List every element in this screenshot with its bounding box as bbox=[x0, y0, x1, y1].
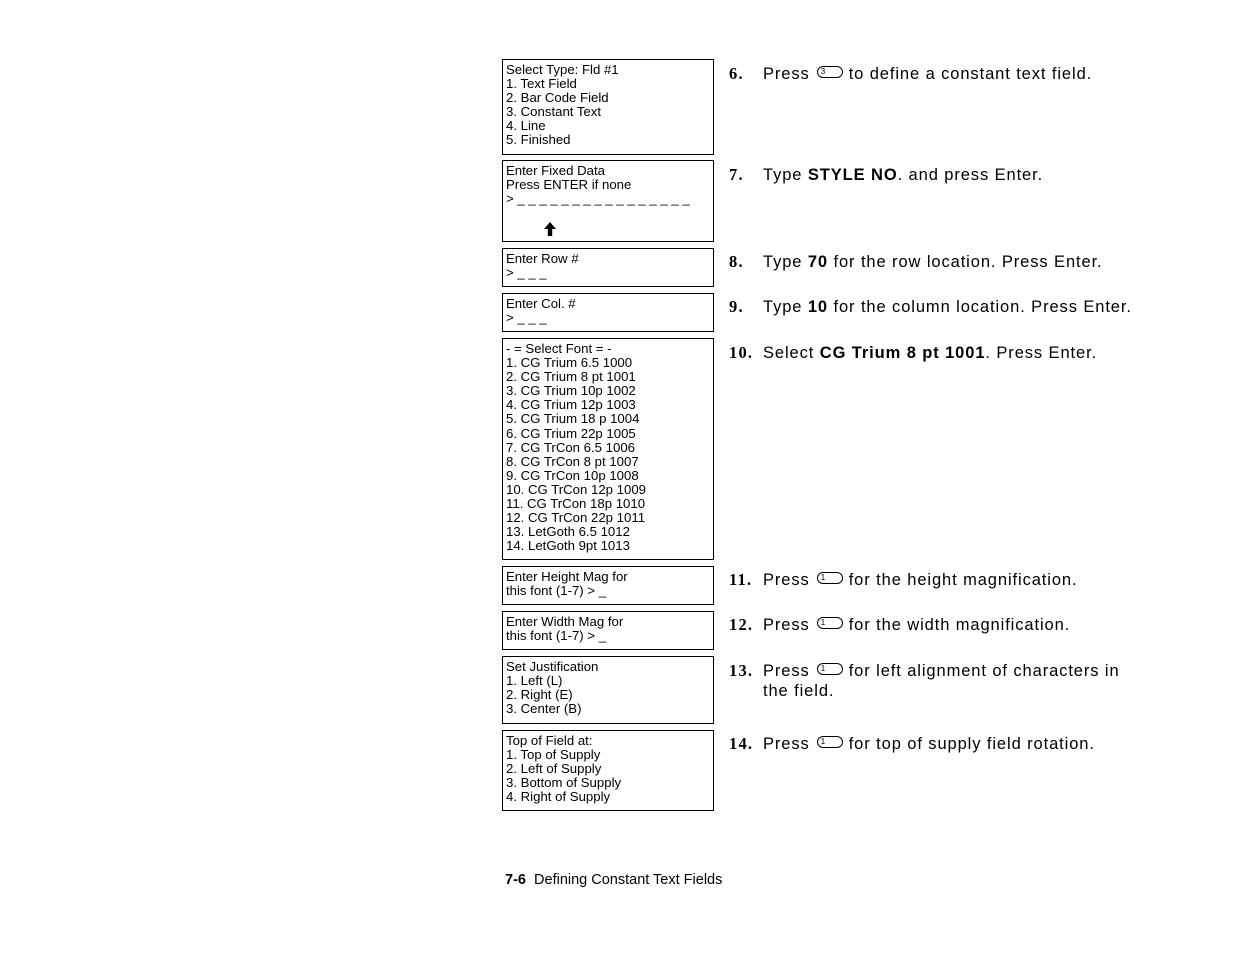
screen-line: Enter Height Mag for bbox=[506, 569, 628, 584]
step-text bbox=[763, 734, 1193, 754]
screen-line: - = Select Font = - bbox=[506, 341, 612, 356]
screen-line: 12. CG TrCon 22p 1011 bbox=[506, 510, 646, 526]
step-text-pre: Type bbox=[763, 298, 808, 316]
screen-line: 2. Left of Supply bbox=[506, 761, 602, 777]
display-screen-select-type bbox=[502, 59, 714, 155]
screen-line: 4. CG Trium 12p 1003 bbox=[506, 397, 636, 413]
key-label: 1 bbox=[820, 573, 826, 582]
screen-line: this font (1-7) > _ bbox=[506, 628, 607, 644]
screen-line: 3. Bottom of Supply bbox=[506, 775, 622, 791]
step-text bbox=[763, 570, 1193, 590]
screen-line: 1. Left (L) bbox=[506, 673, 563, 689]
key-label: 1 bbox=[820, 618, 826, 627]
keypad-key-icon bbox=[817, 663, 843, 675]
screen-line: 4. Right of Supply bbox=[506, 789, 611, 805]
step-text-bold: CG Trium 8 pt 1001 bbox=[819, 344, 986, 362]
screen-line: Enter Row # bbox=[506, 251, 579, 266]
step-text-post: to define a constant text field. bbox=[848, 65, 1093, 83]
display-screen-height-mag bbox=[502, 566, 714, 605]
step-text-pre: Type bbox=[763, 253, 808, 271]
step-text-post: for the row location. Press Enter. bbox=[828, 253, 1103, 271]
screen-line: 2. Right (E) bbox=[506, 687, 573, 703]
key-label: 1 bbox=[820, 737, 826, 746]
step-text-post: for the column location. Press Enter. bbox=[828, 298, 1132, 316]
step-text-pre: Select bbox=[763, 344, 820, 362]
screen-line: 8. CG TrCon 8 pt 1007 bbox=[506, 453, 639, 469]
screen-line: > _ _ _ bbox=[506, 265, 547, 281]
display-screen-justification bbox=[502, 656, 714, 724]
step-text-pre: Press bbox=[763, 735, 810, 753]
step-text-bold: 70 bbox=[807, 253, 829, 271]
screen-line: > _ _ _ bbox=[506, 310, 547, 326]
screen-line: Enter Col. # bbox=[506, 296, 576, 311]
screen-line: > _ _ _ _ _ _ _ _ _ _ _ _ _ _ _ _ bbox=[506, 191, 690, 207]
screen-line: 3. Constant Text bbox=[506, 104, 602, 120]
step-text bbox=[763, 64, 1193, 84]
screen-line: 3. Center (B) bbox=[506, 701, 582, 717]
screen-line: 6. CG Trium 22p 1005 bbox=[506, 425, 636, 441]
step-number: 9. bbox=[729, 297, 744, 316]
step-number: 8. bbox=[729, 252, 744, 271]
screen-line: 4. Line bbox=[506, 118, 546, 134]
page-number: 7-6 bbox=[505, 872, 526, 888]
screen-line: 10. CG TrCon 12p 1009 bbox=[506, 481, 647, 497]
screen-line: Press ENTER if none bbox=[506, 177, 632, 193]
keypad-key-icon bbox=[817, 66, 843, 78]
screen-line: Select Type: Fld #1 bbox=[506, 62, 619, 77]
up-arrow-icon bbox=[543, 221, 557, 237]
screen-line: 11. CG TrCon 18p 1010 bbox=[506, 496, 646, 512]
display-screen-field-rotation bbox=[502, 730, 714, 811]
key-label: 3 bbox=[820, 67, 826, 76]
screen-line: 2. Bar Code Field bbox=[506, 90, 609, 106]
keypad-key-icon bbox=[817, 736, 843, 748]
step-number: 10. bbox=[729, 343, 754, 362]
step-text-pre: Press bbox=[763, 662, 810, 680]
screen-line: 13. LetGoth 6.5 1012 bbox=[506, 524, 630, 540]
step-text-post: for left alignment of characters in bbox=[848, 662, 1120, 680]
step-text bbox=[763, 165, 1193, 185]
step-text bbox=[763, 252, 1193, 272]
step-text-post: for the width magnification. bbox=[848, 616, 1071, 634]
step-text-post: . and press Enter. bbox=[897, 166, 1044, 184]
step-text-bold: 10 bbox=[807, 298, 829, 316]
key-label: 1 bbox=[820, 664, 826, 673]
step-number: 7. bbox=[729, 165, 744, 184]
screen-line: 3. CG Trium 10p 1002 bbox=[506, 383, 636, 399]
screen-line: Set Justification bbox=[506, 659, 599, 674]
step-number: 13. bbox=[729, 661, 754, 680]
display-screen-width-mag bbox=[502, 611, 714, 650]
step-text-pre: Type bbox=[763, 166, 808, 184]
step-text-bold: STYLE NO bbox=[807, 166, 898, 184]
step-text-post: . Press Enter. bbox=[985, 344, 1098, 362]
step-text-pre: Press bbox=[763, 616, 810, 634]
screen-line: 1. CG Trium 6.5 1000 bbox=[506, 355, 633, 371]
step-number: 11. bbox=[729, 570, 753, 589]
screen-line: Enter Fixed Data bbox=[506, 163, 605, 178]
screen-line: 7. CG TrCon 6.5 1006 bbox=[506, 439, 636, 455]
step-text-pre: Press bbox=[763, 571, 810, 589]
display-screen-fixed-data bbox=[502, 160, 714, 242]
chapter-title: Defining Constant Text Fields bbox=[534, 872, 723, 888]
display-screen-select-font bbox=[502, 338, 714, 560]
screen-line: Top of Field at: bbox=[506, 733, 593, 748]
step-text-continued: the field. bbox=[763, 682, 835, 700]
page-footer bbox=[505, 872, 722, 888]
screen-line: 5. Finished bbox=[506, 132, 571, 148]
step-text bbox=[763, 343, 1193, 363]
keypad-key-icon bbox=[817, 572, 843, 584]
screen-line: 1. Text Field bbox=[506, 76, 577, 92]
step-number: 14. bbox=[729, 734, 754, 753]
screen-line: 9. CG TrCon 10p 1008 bbox=[506, 467, 639, 483]
step-text bbox=[763, 297, 1193, 317]
screen-line: 2. CG Trium 8 pt 1001 bbox=[506, 369, 636, 385]
keypad-key-icon bbox=[817, 617, 843, 629]
display-screen-column bbox=[502, 293, 714, 332]
step-text bbox=[763, 661, 1193, 701]
screen-line: 5. CG Trium 18 p 1004 bbox=[506, 411, 640, 427]
display-screen-row bbox=[502, 248, 714, 287]
step-text bbox=[763, 615, 1193, 635]
screen-line: 14. LetGoth 9pt 1013 bbox=[506, 538, 630, 554]
screen-line: 1. Top of Supply bbox=[506, 747, 601, 763]
step-text-pre: Press bbox=[763, 65, 810, 83]
step-number: 12. bbox=[729, 615, 754, 634]
step-number: 6. bbox=[729, 64, 744, 83]
step-text-post: for the height magnification. bbox=[848, 571, 1078, 589]
step-text-post: for top of supply field rotation. bbox=[848, 735, 1095, 753]
screen-line: Enter Width Mag for bbox=[506, 614, 624, 629]
screen-line: this font (1-7) > _ bbox=[506, 583, 607, 599]
